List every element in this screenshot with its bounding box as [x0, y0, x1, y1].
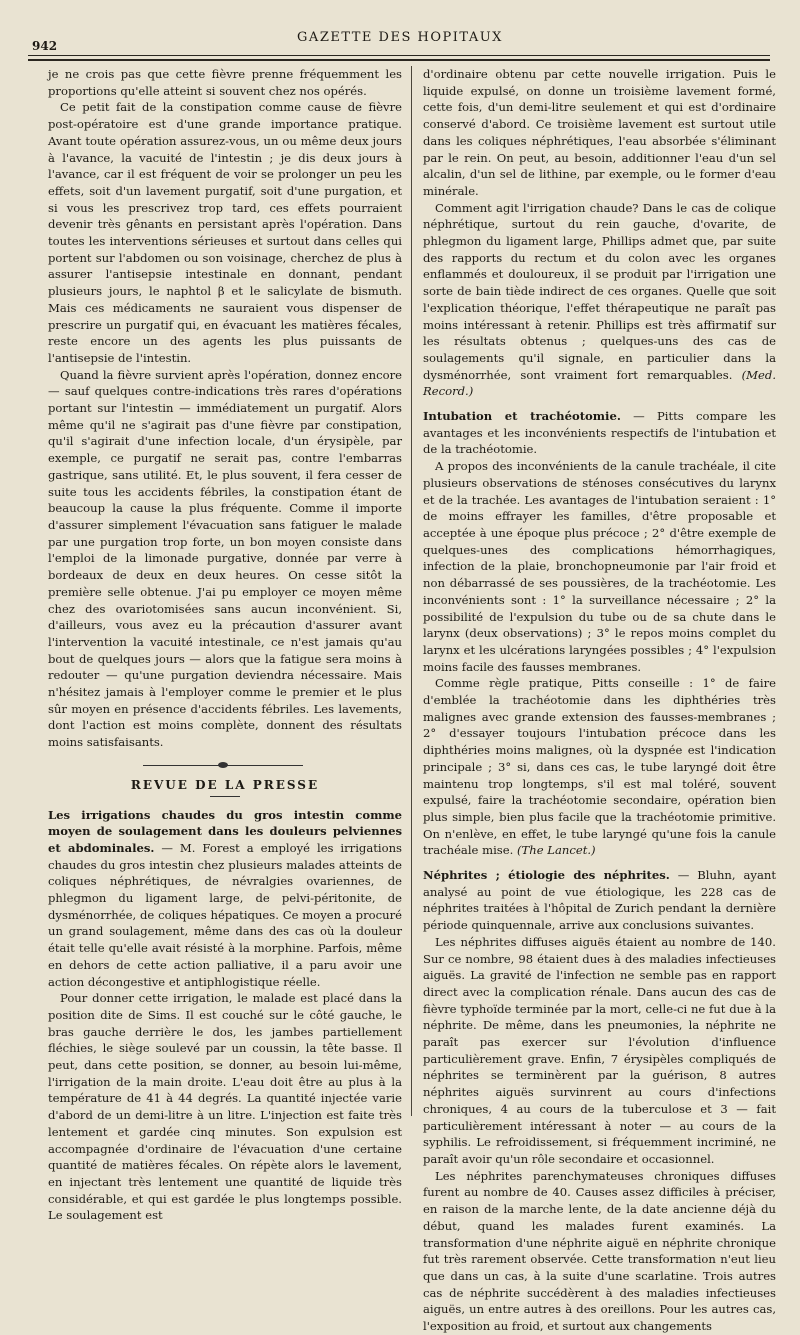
page-number: 942 — [32, 39, 58, 53]
right-column — [423, 66, 776, 1335]
article-paragraph — [48, 807, 402, 991]
paragraph — [423, 675, 776, 859]
column-divider — [411, 66, 412, 1116]
section-rule — [210, 796, 240, 797]
paragraph: d'ordinaire obtenu par cette nouvelle irrigation. Puis le liquide expulsé, on donne un troisième lavement formé, cette fois, d'un demi-litre seulement et qui est d'ordinaire conservé d'abord. Ce troisième lavement est surtout utile dans les coliques néphrétiques, l'eau absorbée s'éliminant par le rein. On peut, au besoin, additionner l'eau d'un sel alcalin, d'un sel de lithine, par exemple, ou le former d'eau minérale. — [423, 67, 776, 198]
journal-title: GAZETTE DES HOPITAUX — [297, 30, 503, 45]
section-separator — [48, 761, 402, 769]
article-paragraph — [423, 408, 776, 458]
article-text: — M. Forest a employé les irrigations chaudes du gros intestin chez plusieurs malades atteints de coliques néphrétiques, de névralgies ovariennes, de phlegmon du ligament large, de pelvi-péritonite, de dysménorrhée, de coliques hépatiques. Ce moyen a procuré un grand soulagement, même dans des cas où la douleur était telle qu'elle avait résisté à la morphine. Parfois, même en dehors de cette action palliative, il a paru avoir une action décongestive et antiphlogistique réelle. — [48, 840, 402, 989]
paragraph: Ce petit fait de la constipation comme cause de fièvre post-opératoire est d'une grande importance pratique. Avant toute opération assurez-vous, un ou même deux jours à l'avance, la vacuité de l'intestin ; je dis deux jours à l'avance, car il est fréquent de voir se prolonger un peu les effets, soit d'un lavement purgatif, soit d'une purgation, et si vous les prescrivez trop tard, ces effets pourraient devenir très gênants en persistant après l'opération. Dans toutes les interventions sérieuses et surtout dans celles qui portent sur l'abdomen ou son voisinage, cherchez de plus à assurer l'antisepsie intestinale en donnant, pendant plusieurs jours, le naphtol β et le salicylate de bismuth. Mais ces médicaments ne sauraient vous dispenser de prescrire un purgatif qui, en évacuant les matières fécales, reste encore un des agents les plus puissants de l'antisepsie de l'intestin. — [48, 100, 402, 365]
article-title: Intubation et trachéotomie. — [423, 409, 621, 424]
section-title: REVUE DE LA PRESSE — [130, 777, 320, 792]
source-citation: (Med. Record.) — [423, 367, 777, 399]
article-paragraph — [423, 867, 776, 934]
paragraph-text: Comment agit l'irrigation chaude? Dans le cas de colique néphrétique, surtout du rein gauche, d'ovarite, de phlegmon du ligament large, Phillips admet que, par suite des rapports du rectum et du colon avec les organes enflammés et douloureux, il se produit par l'irrigation une sorte de bain tiède indirect de ces organes. Quelle que soit l'explication théorique, l'effet thérapeutique ne paraît pas moins intéressant à retenir. Phillips est très affirmatif sur les résultats obtenus ; quelques-uns des cas de soulagements qu'il signale, en particulier dans la dysménorrhée, sont vraiment fort remarquables. — [423, 200, 776, 382]
article-text: — Pitts compare les avantages et les inconvénients respectifs de l'intubation et de la trachéotomie. — [423, 409, 776, 457]
paragraph: A propos des inconvénients de la canule trachéale, il cite plusieurs observations de sténoses consécutives du larynx et de la trachée. Les avantages de l'intubation seraient : 1° de moins effrayer les familles, d'être proposable et acceptée à une époque plus précoce ; 2° d'être exemple de quelques-unes des complications hémorrhagiques, infection de la plaie, bronchopneumonie par l'air froid et non débarrassé de ses poussières, de la trachéotomie. Les inconvénients sont : 1° la surveillance nécessaire ; 2° la possibilité de l'expulsion du tube ou de sa chute dans le larynx (deux observations) ; 3° le repos moins complet du larynx et les ulcérations laryngées possibles ; 4° l'expulsion moins facile des fausses membranes. — [423, 459, 776, 674]
paragraph: Pour donner cette irrigation, le malade est placé dans la position dite de Sims. Il est couché sur le côté gauche, le bras gauche derrière le dos, les jambes partiellement fléchies, le siège soulevé par un coussin, la tête basse. Il peut, dans cette position, se donner, au besoin lui-même, l'irrigation de la main droite. L'eau doit être au plus à la température de 41 à 44 degrés. La quantité injectée varie d'abord de un demi-litre à un litre. L'injection est faite très lentement et gardée cinq minutes. Son expulsion est accompagnée d'ordinaire de l'évacuation d'une certaine quantité de matières fécales. On répète alors le lavement, en injectant très lentement une quantité de liquide très considérable, et qui est gardée le plus longtemps possible. Le soulagement est — [48, 991, 402, 1223]
paragraph-text: Comme règle pratique, Pitts conseille : 1° de faire d'emblée la trachéotomie dans les diphthéries très malignes avec grande extension des fausses-membranes ; 2° d'essayer toujours l'intubation précoce dans les diphthéries moins malignes, où la dyspnée est l'indication principale ; 3° si, dans ces cas, le tube laryngé doit être maintenu trop longtemps, s'il est mal toléré, souvent expulsé, faire la trachéotomie secondaire, opération bien plus simple, bien plus facile que la trachéotomie primitive. On n'enlève, en effet, le tube laryngé qu'une fois la canule trachéale mise. — [423, 676, 776, 858]
paragraph — [423, 200, 776, 400]
article-text: — Bluhn, ayant analysé au point de vue étiologique, les 228 cas de néphrites traitées à l'hôpital de Zurich pendant la dernière période quinquennale, arrive aux conclusions suivantes. — [423, 868, 777, 933]
paragraph: Quand la fièvre survient après l'opération, donnez encore — sauf quelques contre-indications très rares d'opérations portant sur l'intestin — immédiatement un purgatif. Alors même qu'il ne s'agirait pas d'une fièvre par constipation, qu'il s'agirait d'une infection locale, d'un érysipèle, par exemple, ce purgatif ne serait pas, contre l'embarras gastrique, sans utilité. Et, le plus souvent, il fera cesser de suite tous les accidents fébriles, la constipation étant de beaucoup la cause la plus fréquente. Comme il importe d'assurer simplement l'évacuation sans fatiguer le malade par une purgation trop forte, un bon moyen consiste dans l'emploi de la limonade purgative, donnée par verre à bordeaux de deux en deux heures. On cesse sitôt la première selle obtenue. J'ai pu employer ce moyen même chez des ovariotomisées sans aucun inconvénient. Si, d'ailleurs, vous avez eu la précaution d'assurer avant l'intervention la vacuité intestinale, ce n'est jamais qu'au bout de quelques jours — alors que la fatigue sera moins à redouter — qu'une purgation deviendra nécessaire. Mais n'hésitez jamais à l'employer comme le premier et le plus sûr moyen en présence d'accidents fébriles. Les lavements, dont l'action est moins complète, donnent des résultats moins satisfaisants. — [48, 367, 402, 750]
separator-ornament — [218, 762, 228, 768]
paragraph: Les néphrites diffuses aiguës étaient au nombre de 140. Sur ce nombre, 98 étaient dues à des maladies infectieuses aiguës. La gravité de l'infection ne semble pas en rapport direct avec la complication rénale. Dans aucun des cas de fièvre typhoïde terminée par la mort, celle-ci ne fut due à la néphrite. De même, dans les pneumonies, la néphrite ne paraît pas exercer sur l'évolution d'influence particulièrement grave. Enfin, 7 érysipèles compliqués de néphrites se terminèrent par la guérison, 8 autres néphrites aiguës survinrent au cours d'infections chroniques, 4 au cours de la tuberculose et 3 — fait particulièrement intéressant à noter — au cours de la syphilis. Le refroidissement, si fréquemment incriminé, ne paraît avoir qu'un rôle secondaire et occasionnel. — [423, 934, 776, 1166]
header-rule-thick — [28, 59, 770, 61]
paragraph: Les néphrites parenchymateuses chroniques diffuses furent au nombre de 40. Causes assez difficiles à préciser, en raison de la marche lente, de la date ancienne déjà du début, quand les malades furent examinés. La transformation d'une néphrite aiguë en néphrite chronique fut très rarement observée. Cette transformation n'eut lieu que dans un cas, à la suite d'une scarlatine. Trois autres cas de néphrite succédèrent à des maladies infectieuses aiguës, un entre autres à des oreillons. Pour les autres cas, l'exposition au froid, et surtout aux changements — [423, 1168, 776, 1334]
article-title: Les irrigations chaudes du gros intestin comme moyen de soulagement dans les douleurs pelviennes et abdominales. — [48, 807, 402, 855]
paragraph: je ne crois pas que cette fièvre prenne fréquemment les proportions qu'elle atteint si souvent chez nos opérés. — [48, 67, 402, 98]
left-column — [48, 66, 402, 1224]
article-title: Néphrites ; étiologie des néphrites. — [423, 868, 670, 883]
source-citation: (The Lancet.) — [517, 843, 596, 858]
header-rule — [28, 55, 770, 56]
